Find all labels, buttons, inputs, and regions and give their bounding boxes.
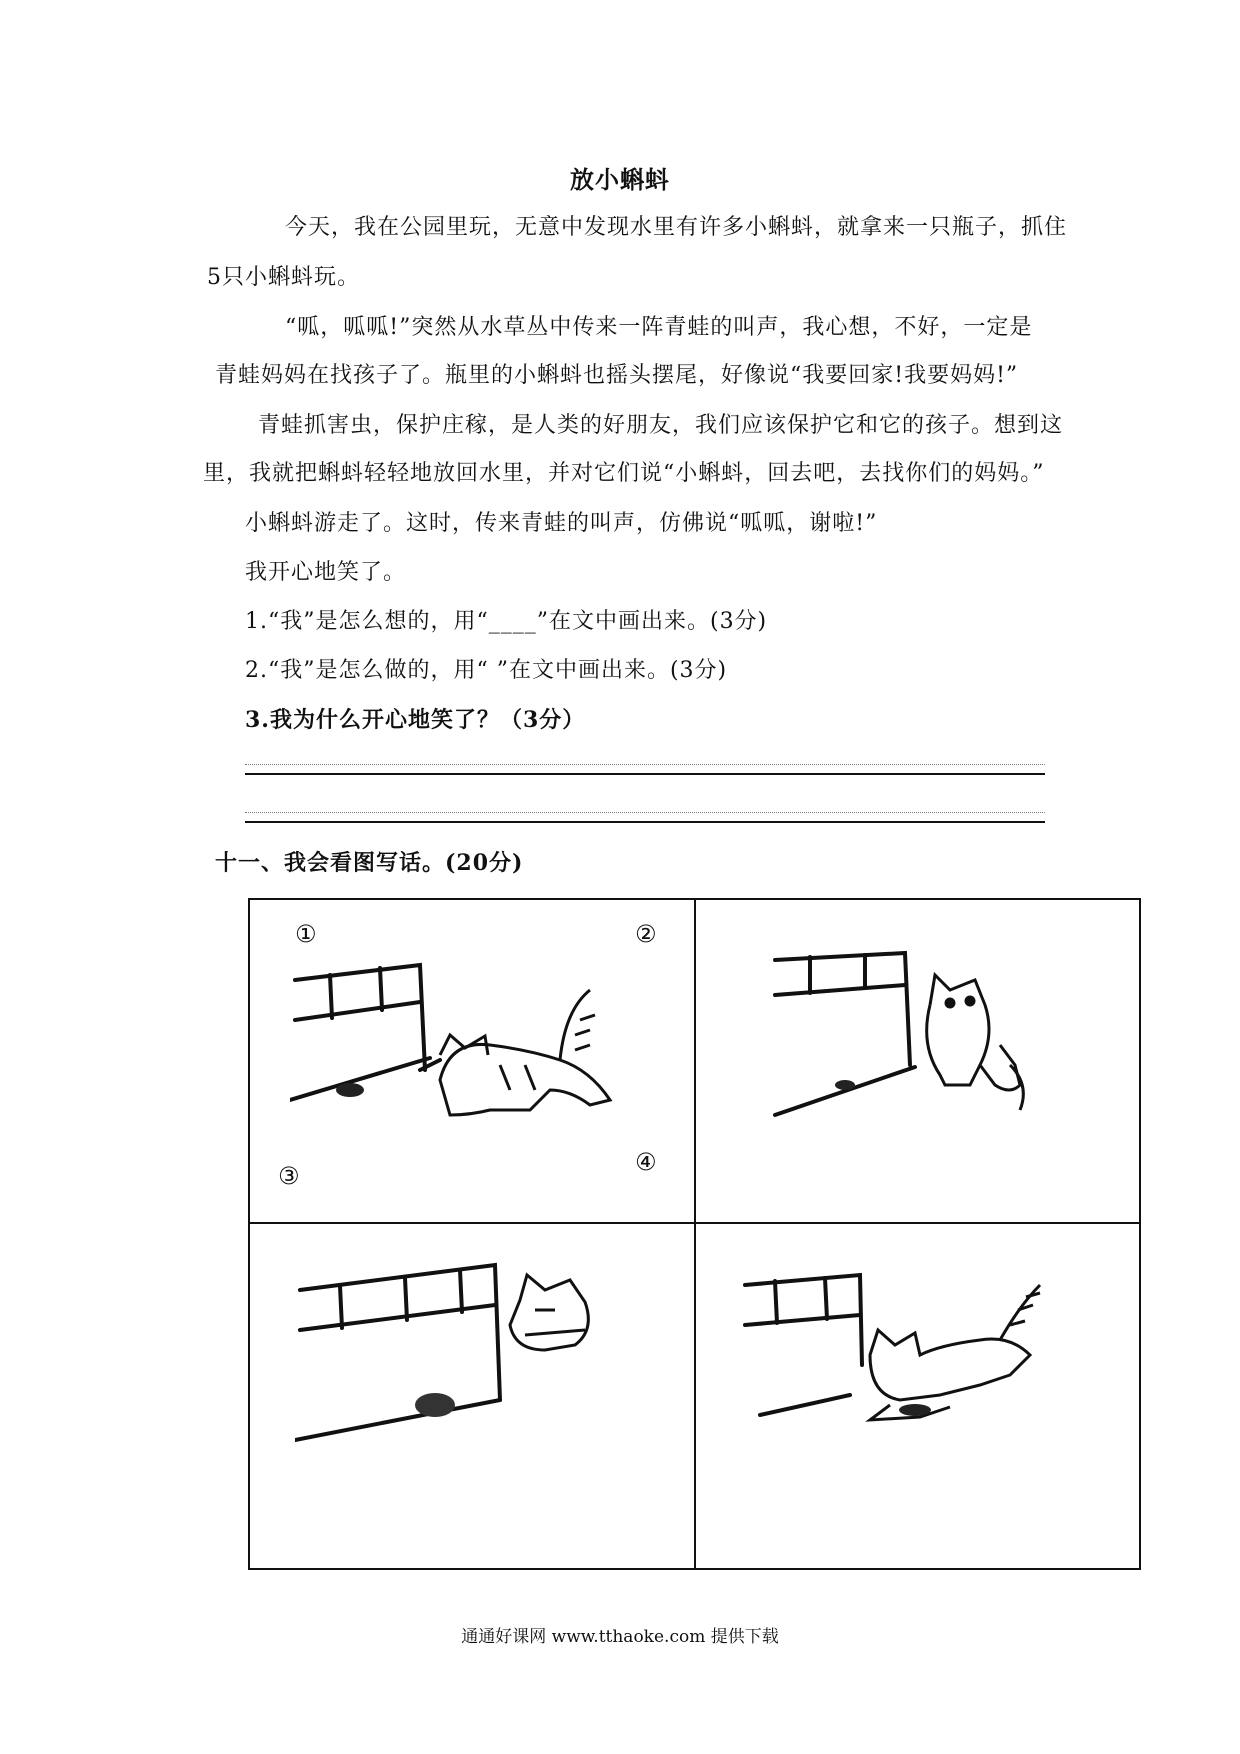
panel-1-illustration [290, 940, 650, 1140]
story-title: 放小蝌蚪 [570, 165, 670, 194]
question-2: 2.“我”是怎么做的，用“ ”在文中画出来。(3分) [245, 658, 728, 683]
mouse-shape [336, 1083, 364, 1097]
answer-line-2[interactable] [245, 812, 1045, 813]
answer-line-1[interactable] [245, 764, 1045, 765]
story-line-7: 小蝌蚪游走了。这时，传来青蛙的叫声，仿佛说“呱呱，谢啦!” [245, 511, 878, 536]
panel-number-4: ④ [635, 1148, 657, 1176]
panel-number-1: ① [295, 920, 317, 948]
story-line-4: 青蛙妈妈在找孩子了。瓶里的小蝌蚪也摇头摆尾，好像说“我要回家!我要妈妈!” [215, 363, 1019, 388]
picture-grid [248, 898, 1141, 1570]
question-3: 3.我为什么开心地笑了？（3分） [245, 707, 586, 733]
story-line-8: 我开心地笑了。 [245, 560, 407, 585]
grid-horizontal-divider [250, 1222, 1139, 1224]
panel-3-illustration [295, 1250, 655, 1470]
story-line-1: 今天，我在公园里玩，无意中发现水里有许多小蝌蚪，就拿来一只瓶子，抓住 [285, 215, 1068, 240]
story-line-2: 5只小蝌蚪玩。 [207, 265, 360, 290]
panel-number-3: ③ [278, 1162, 300, 1190]
story-line-3: “呱，呱呱!”突然从水草丛中传来一阵青蛙的叫声，我心想，不好，一定是 [285, 315, 1033, 340]
panel-2-illustration [770, 935, 1100, 1155]
panel-number-2: ② [635, 920, 657, 948]
panel-4-illustration [740, 1245, 1100, 1465]
grid-vertical-divider [694, 900, 696, 1568]
story-line-5: 青蛙抓害虫，保护庄稼，是人类的好朋友，我们应该保护它和它的孩子。想到这 [258, 413, 1064, 438]
story-line-6: 里，我就把蝌蚪轻轻地放回水里，并对它们说“小蝌蚪，回去吧，去找你们的妈妈。” [203, 461, 1045, 486]
footer-credit: 通通好课网 www.tthaoke.com 提供下载 [461, 1627, 779, 1647]
mouse-hole-shape [415, 1393, 455, 1417]
question-1: 1.“我”是怎么想的，用“____”在文中画出来。(3分) [245, 609, 768, 634]
section-heading: 十一、我会看图写话。(20分) [215, 850, 524, 876]
